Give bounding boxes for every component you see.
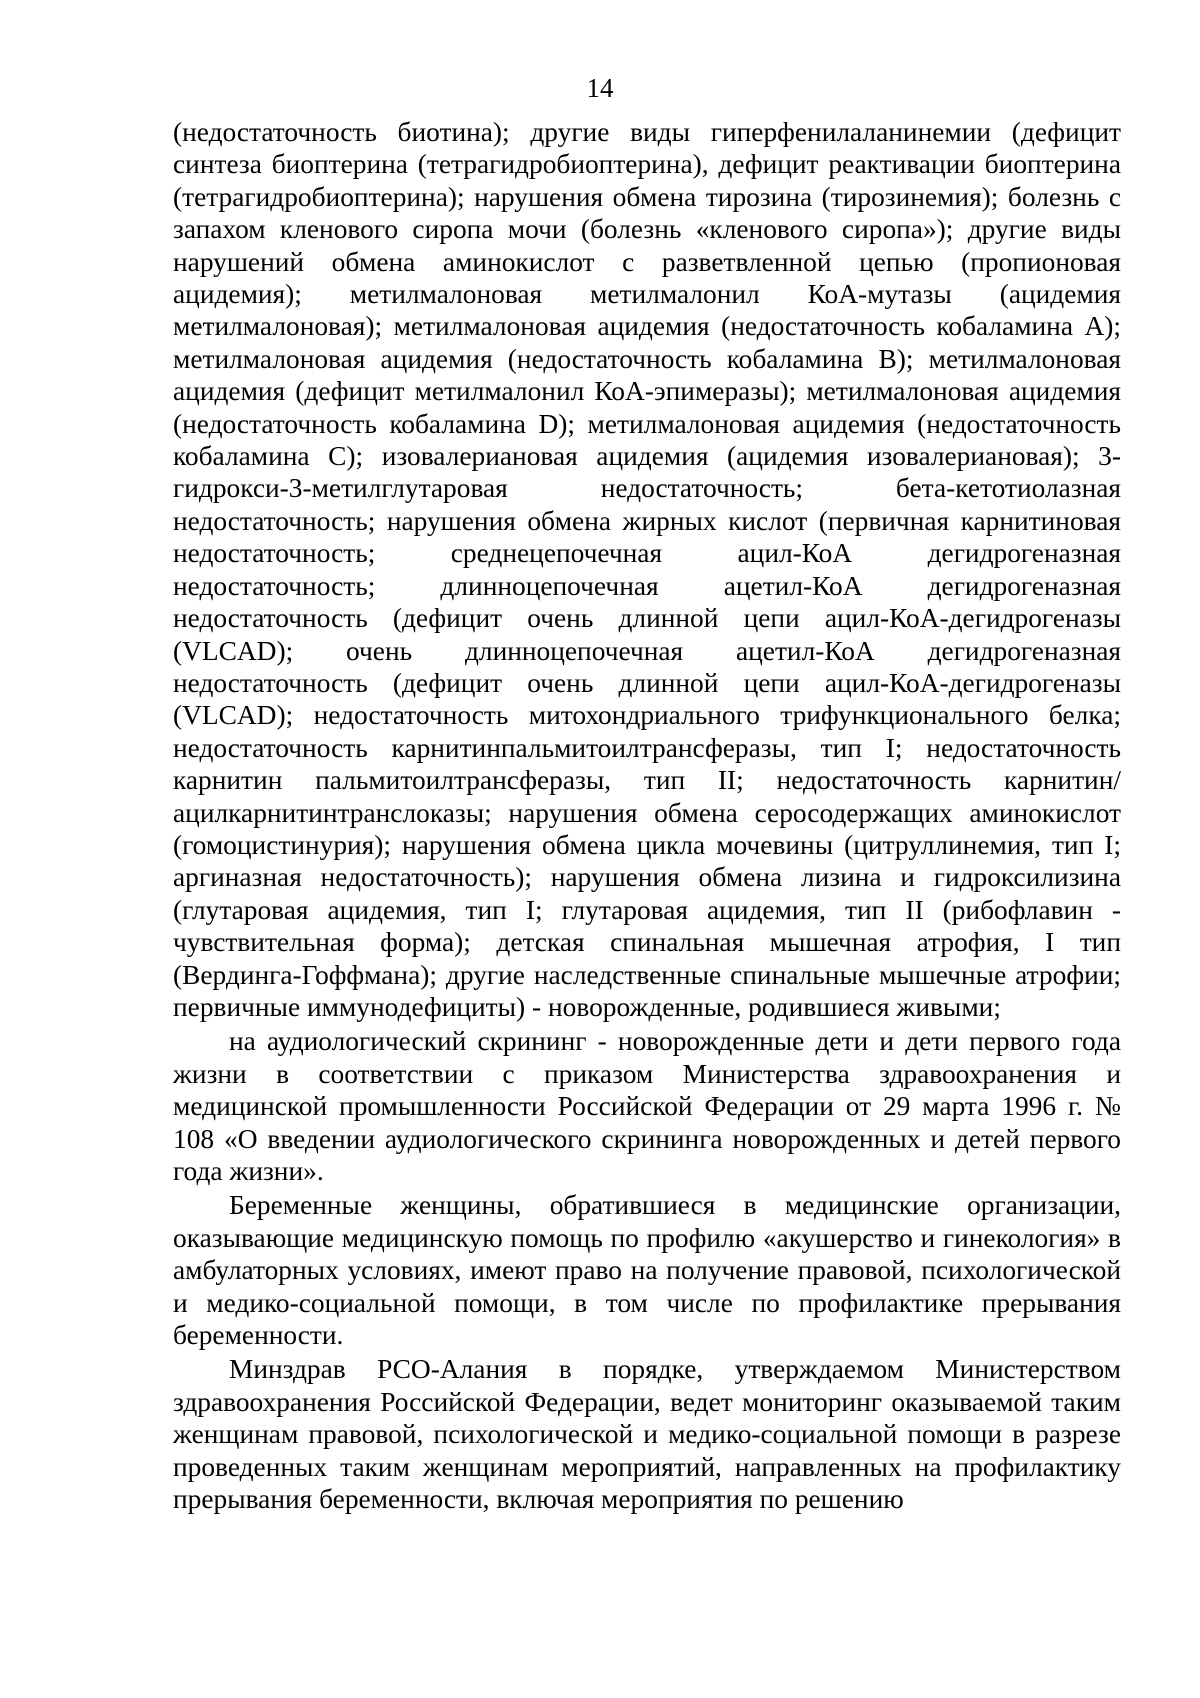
page-number: 14: [586, 73, 614, 103]
paragraph-continuation: (недостаточность биотина); другие виды гиперфенилаланинемии (дефицит синтеза биоптерина (тетрагидробиоптерина), дефицит реактивации биоптерина (тетрагидробиоптерина); нарушения обмена тирозина (тирозинемия); болезнь с запахом кленового сиропа мочи (болезнь «кленового сиропа»); другие виды нарушений обмена аминокислот с разветвленной цепью (пропионовая ацидемия); метилмалоновая метилмалонил КоА-мутазы (ацидемия метилмалоновая); метилмалоновая ацидемия (недостаточность кобаламина А); метилмалоновая ацидемия (недостаточность кобаламина В); метилмалоновая ацидемия (дефицит метилмалонил КоА-эпимеразы); метилмалоновая ацидемия (недостаточность кобаламина D); метилмалоновая ацидемия (недостаточность кобаламина С); изовалериановая ацидемия (ацидемия изовалериановая); 3-гидрокси-3-метилглутаровая недостаточность; бета-кетотиолазная недостаточность; нарушения обмена жирных кислот (первичная карнитиновая недостаточность; среднецепочечная ацил-КоА дегидрогеназная недостаточность; длинноцепочечная ацетил-КоА дегидрогеназная недостаточность (дефицит очень длинной цепи ацил-КоА-дегидрогеназы (VLCAD); очень длинноцепочечная ацетил-КоА дегидрогеназная недостаточность (дефицит очень длинной цепи ацил-КоА-дегидрогеназы (VLCAD); недостаточность митохондриального трифункционального белка; недостаточность карнитинпальмитоилтрансферазы, тип I; недостаточность карнитин пальмитоилтрансферазы, тип II; недостаточность карнитин/ацилкарнитинтранслоказы; нарушения обмена серосодержащих аминокислот (гомоцистинурия); нарушения обмена цикла мочевины (цитруллинемия, тип I; аргиназная недостаточность); нарушения обмена лизина и гидроксилизина (глутаровая ацидемия, тип I; глутаровая ацидемия, тип II (рибофлавин - чувствительная форма); детская спинальная мышечная атрофия, I тип (Вердинга-Гоффмана); другие наследственные спинальные мышечные атрофии; первичные иммунодефициты) - новорожденные, родившиеся живыми;: [173, 117, 1121, 1022]
paragraph-audiology-screening: на аудиологический скрининг - новорожденные дети и дети первого года жизни в соответствии с приказом Министерства здравоохранения и медицинской промышленности Российской Федерации от 29 марта 1996 г. № 108 «О введении аудиологического скрининга новорожденных и детей первого года жизни».: [173, 1026, 1121, 1186]
document-body: [173, 116, 1121, 1515]
paragraph-ministry-monitoring: Минздрав РСО-Алания в порядке, утверждаемом Министерством здравоохранения Российской Федерации, ведет мониторинг оказываемой таким женщинам правовой, психологической и медико-социальной помощи в разрезе проведенных таким женщинам мероприятий, направленных на профилактику прерывания беременности, включая мероприятия по решению: [173, 1354, 1121, 1515]
paragraph-pregnant-women: Беременные женщины, обратившиеся в медицинские организации, оказывающие медицинскую помощь по профилю «акушерство и гинекология» в амбулаторных условиях, имеют право на получение правовой, психологической и медико-социальной помощи, в том числе по профилактике прерывания беременности.: [173, 1190, 1121, 1351]
